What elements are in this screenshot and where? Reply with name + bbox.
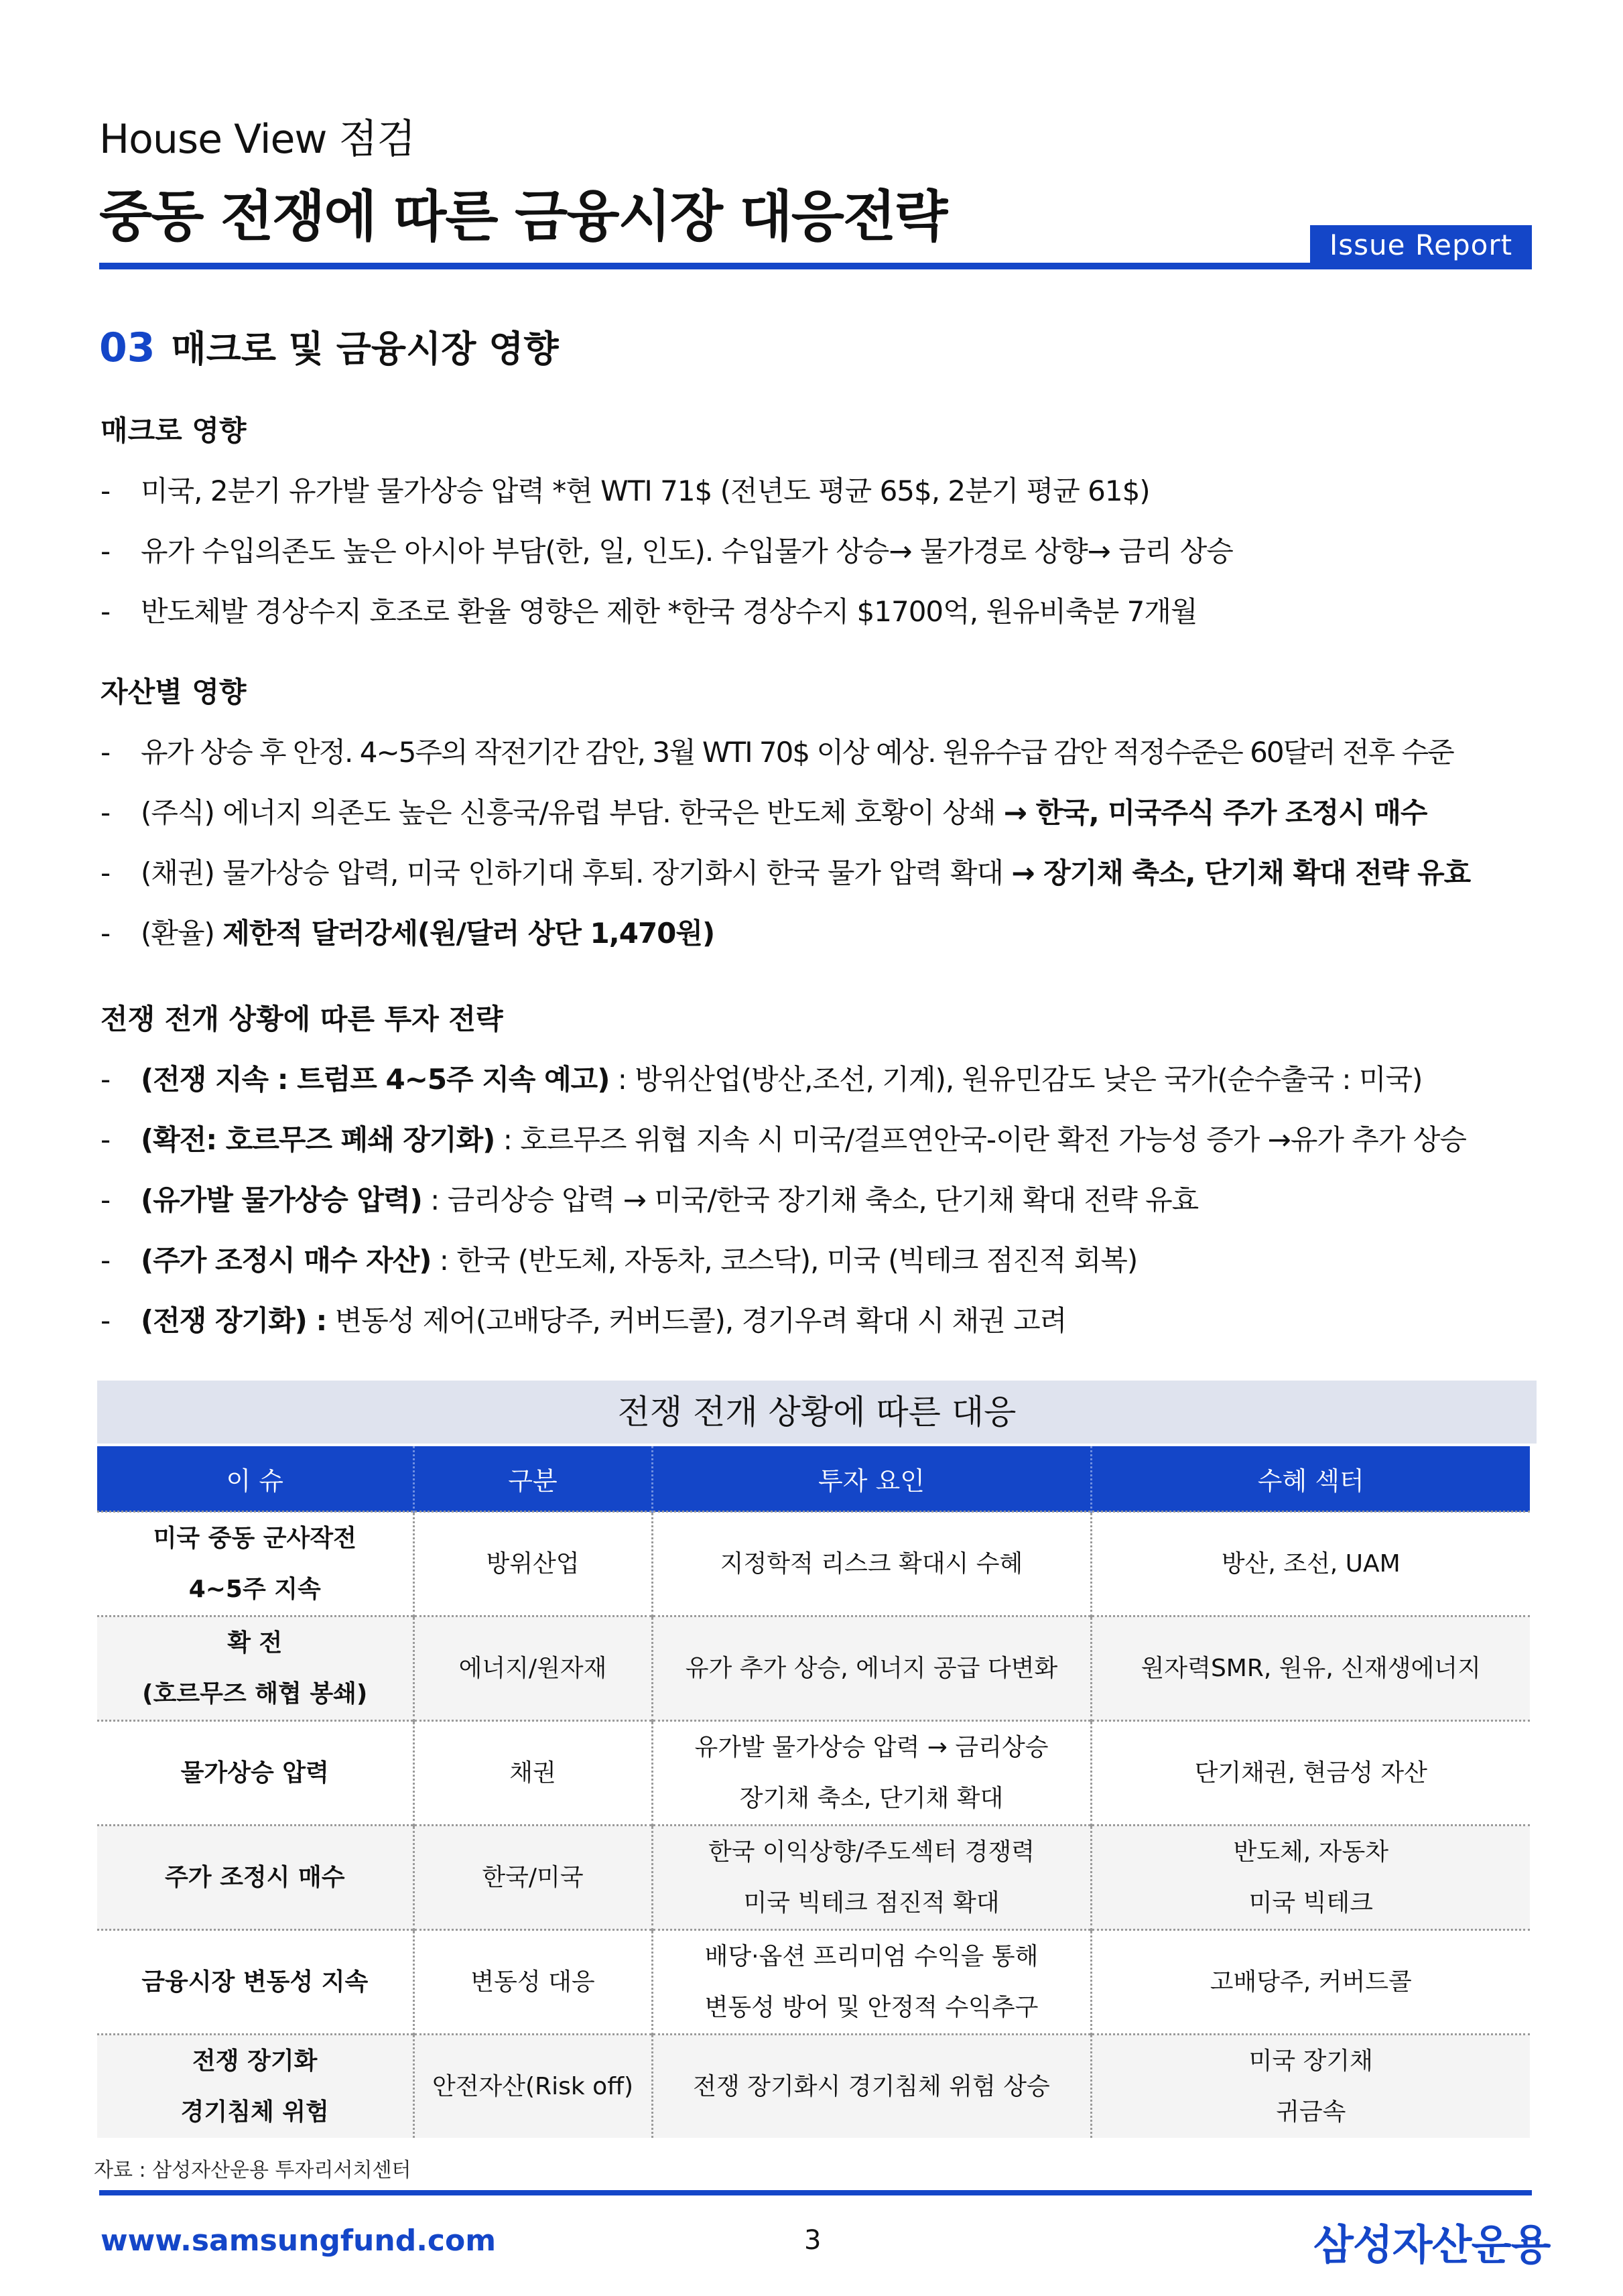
page-number: 3 xyxy=(804,2225,822,2256)
assets-bullet-text: 유가 상승 후 안정. 4~5주의 작전기간 감안, 3월 WTI 70$ 이상 예상. 원유수급 감안 적정수준은 60달러 전후 수준 xyxy=(141,736,1453,769)
cell-sector: 방산, 조선, UAM xyxy=(1091,1512,1530,1616)
strategy-bullet-3: - (유가발 물가상승 압력) : 금리상승 압력 → 미국/한국 장기채 축소, 단기채 확대 전략 유효 xyxy=(101,1184,1199,1216)
macro-bullet-text: 미국, 2분기 유가발 물가상승 압력 *현 WTI 71$ (전년도 평균 65$, 2분기 평균 61$) xyxy=(141,474,1150,507)
col-header-sector: 수혜 섹터 xyxy=(1091,1446,1530,1512)
cell-category: 방위산업 xyxy=(413,1512,652,1616)
footer-website-link[interactable]: www.samsungfund.com xyxy=(101,2224,497,2258)
strategy-bullet-1: - (전쟁 지속 : 트럼프 4~5주 지속 예고) : 방위산업(방산,조선, 기계), 원유민감도 낮은 국가(순수출국 : 미국) xyxy=(101,1063,1423,1096)
issue-report-badge: Issue Report xyxy=(1310,225,1532,265)
table-row xyxy=(97,1512,1530,1616)
macro-heading: 매크로 영향 xyxy=(101,414,247,447)
macro-bullet-3: - 반도체발 경상수지 호조로 환율 영향은 제한 *한국 경상수지 $1700억, 원유비축분 7개월 xyxy=(101,595,1197,628)
strategy-bullet-text: 변동성 제어(고배당주, 커버드콜), 경기우려 확대 시 채권 고려 xyxy=(326,1304,1067,1337)
title-divider xyxy=(99,263,1532,269)
cell-category: 변동성 대응 xyxy=(413,1930,652,2035)
cell-factor: 유가 추가 상승, 에너지 공급 다변화 xyxy=(652,1616,1091,1721)
col-header-issue: 이 슈 xyxy=(97,1446,413,1512)
assets-bullet-1: - 유가 상승 후 안정. 4~5주의 작전기간 감안, 3월 WTI 70$ 이상 예상. 원유수급 감안 적정수준은 60달러 전후 수준 xyxy=(101,736,1453,769)
strategy-bullet-text: : 금리상승 압력 → 미국/한국 장기채 축소, 단기채 확대 전략 유효 xyxy=(421,1184,1199,1216)
assets-bullet-emphasis: → 장기채 축소, 단기채 확대 전략 유효 xyxy=(1011,856,1471,889)
strategy-bullet-emphasis: (주가 조정시 매수 자산) xyxy=(141,1244,432,1277)
cell-category: 안전자산(Risk off) xyxy=(413,2035,652,2139)
strategy-bullet-text: : 한국 (반도체, 자동차, 코스닥), 미국 (빅테크 점진적 회복) xyxy=(431,1244,1138,1277)
section-number: 03 xyxy=(99,324,155,371)
macro-bullet-text: 유가 수입의존도 높은 아시아 부담(한, 일, 인도). 수입물가 상승→ 물가경로 상향→ 금리 상승 xyxy=(141,535,1233,568)
table-row xyxy=(97,1721,1530,1826)
macro-bullet-2: - 유가 수입의존도 높은 아시아 부담(한, 일, 인도). 수입물가 상승→ 물가경로 상향→ 금리 상승 xyxy=(101,535,1233,568)
table-row xyxy=(97,1616,1530,1721)
strategy-heading: 전쟁 전개 상황에 따른 투자 전략 xyxy=(101,1003,503,1035)
cell-issue: 전쟁 장기화 경기침체 위험 xyxy=(97,2035,413,2139)
assets-bullet-4: - (환율) 제한적 달러강세(원/달러 상단 1,470원) xyxy=(101,917,715,950)
response-table xyxy=(97,1446,1530,2138)
cell-issue: 미국 중동 군사작전 4~5주 지속 xyxy=(97,1512,413,1616)
cell-factor: 한국 이익상향/주도섹터 경쟁력 미국 빅테크 점진적 확대 xyxy=(652,1826,1091,1930)
assets-bullet-emphasis: 제한적 달러강세(원/달러 상단 1,470원) xyxy=(222,917,715,950)
cell-sector: 단기채권, 현금성 자산 xyxy=(1091,1721,1530,1826)
cell-factor: 배당·옵션 프리미엄 수익을 통해 변동성 방어 및 안정적 수익추구 xyxy=(652,1930,1091,2035)
table-row xyxy=(97,2035,1530,2139)
cell-issue: 물가상승 압력 xyxy=(97,1721,413,1826)
col-header-category: 구분 xyxy=(413,1446,652,1512)
table-header-row xyxy=(97,1446,1530,1512)
footer-divider xyxy=(99,2190,1532,2195)
cell-category: 채권 xyxy=(413,1721,652,1826)
cell-sector: 원자력SMR, 원유, 신재생에너지 xyxy=(1091,1616,1530,1721)
page-title: 중동 전쟁에 따른 금융시장 대응전략 xyxy=(99,185,947,249)
strategy-bullet-emphasis: (전쟁 지속 : 트럼프 4~5주 지속 예고) xyxy=(141,1063,610,1096)
cell-issue: 금융시장 변동성 지속 xyxy=(97,1930,413,2035)
macro-bullet-1: - 미국, 2분기 유가발 물가상승 압력 *현 WTI 71$ (전년도 평균 65$, 2분기 평균 61$) xyxy=(101,474,1150,507)
company-logo: 삼성자산운용 xyxy=(1313,2220,1551,2269)
cell-category: 에너지/원자재 xyxy=(413,1616,652,1721)
macro-bullet-text: 반도체발 경상수지 호조로 환율 영향은 제한 *한국 경상수지 $1700억, 원유비축분 7개월 xyxy=(141,595,1197,628)
cell-sector: 반도체, 자동차 미국 빅테크 xyxy=(1091,1826,1530,1930)
strategy-bullet-2: - (확전: 호르무즈 폐쇄 장기화) : 호르무즈 위협 지속 시 미국/걸프연안국-이란 확전 가능성 증가 →유가 추가 상승 xyxy=(101,1123,1466,1156)
section-title: 매크로 및 금융시장 영향 xyxy=(171,328,559,370)
assets-bullet-text: (채권) 물가상승 압력, 미국 인하기대 후퇴. 장기화시 한국 물가 압력 확대 xyxy=(141,856,1012,889)
table-row xyxy=(97,1930,1530,2035)
cell-factor: 지정학적 리스크 확대시 수혜 xyxy=(652,1512,1091,1616)
assets-bullet-text: (주식) 에너지 의존도 높은 신흥국/유럽 부담. 한국은 반도체 호황이 상쇄 xyxy=(141,796,1004,829)
table-row xyxy=(97,1826,1530,1930)
strategy-bullet-text: : 방위산업(방산,조선, 기계), 원유민감도 낮은 국가(순수출국 : 미국) xyxy=(609,1063,1423,1096)
strategy-bullet-emphasis: (전쟁 장기화) : xyxy=(141,1304,327,1337)
report-series-label: House View 점검 xyxy=(99,116,415,163)
strategy-bullet-5: - (전쟁 장기화) : 변동성 제어(고배당주, 커버드콜), 경기우려 확대 시 채권 고려 xyxy=(101,1304,1067,1337)
strategy-bullet-emphasis: (확전: 호르무즈 폐쇄 장기화) xyxy=(141,1123,495,1156)
cell-category: 한국/미국 xyxy=(413,1826,652,1930)
strategy-bullet-text: : 호르무즈 위협 지속 시 미국/걸프연안국-이란 확전 가능성 증가 →유가 추가 상승 xyxy=(495,1123,1466,1156)
cell-sector: 고배당주, 커버드콜 xyxy=(1091,1930,1530,2035)
cell-issue: 주가 조정시 매수 xyxy=(97,1826,413,1930)
col-header-factor: 투자 요인 xyxy=(652,1446,1091,1512)
table-caption: 전쟁 전개 상황에 따른 대응 xyxy=(97,1381,1537,1444)
cell-factor: 전쟁 장기화시 경기침체 위험 상승 xyxy=(652,2035,1091,2139)
assets-bullet-text: (환율) xyxy=(141,917,223,950)
strategy-bullet-4: - (주가 조정시 매수 자산) : 한국 (반도체, 자동차, 코스닥), 미국 (빅테크 점진적 회복) xyxy=(101,1244,1138,1277)
cell-issue: 확 전 (호르무즈 해협 봉쇄) xyxy=(97,1616,413,1721)
cell-factor: 유가발 물가상승 압력 → 금리상승 장기채 축소, 단기채 확대 xyxy=(652,1721,1091,1826)
strategy-bullet-emphasis: (유가발 물가상승 압력) xyxy=(141,1184,422,1216)
section-heading xyxy=(99,320,559,372)
assets-bullet-emphasis: → 한국, 미국주식 주가 조정시 매수 xyxy=(1003,796,1427,829)
cell-sector: 미국 장기채 귀금속 xyxy=(1091,2035,1530,2139)
assets-bullet-3: - (채권) 물가상승 압력, 미국 인하기대 후퇴. 장기화시 한국 물가 압력 확대 → 장기채 축소, 단기채 확대 전략 유효 xyxy=(101,856,1471,889)
assets-heading: 자산별 영향 xyxy=(101,676,247,708)
source-note: 자료 : 삼성자산운용 투자리서치센터 xyxy=(94,2159,411,2182)
assets-bullet-2: - (주식) 에너지 의존도 높은 신흥국/유럽 부담. 한국은 반도체 호황이 상쇄 → 한국, 미국주식 주가 조정시 매수 xyxy=(101,796,1427,829)
